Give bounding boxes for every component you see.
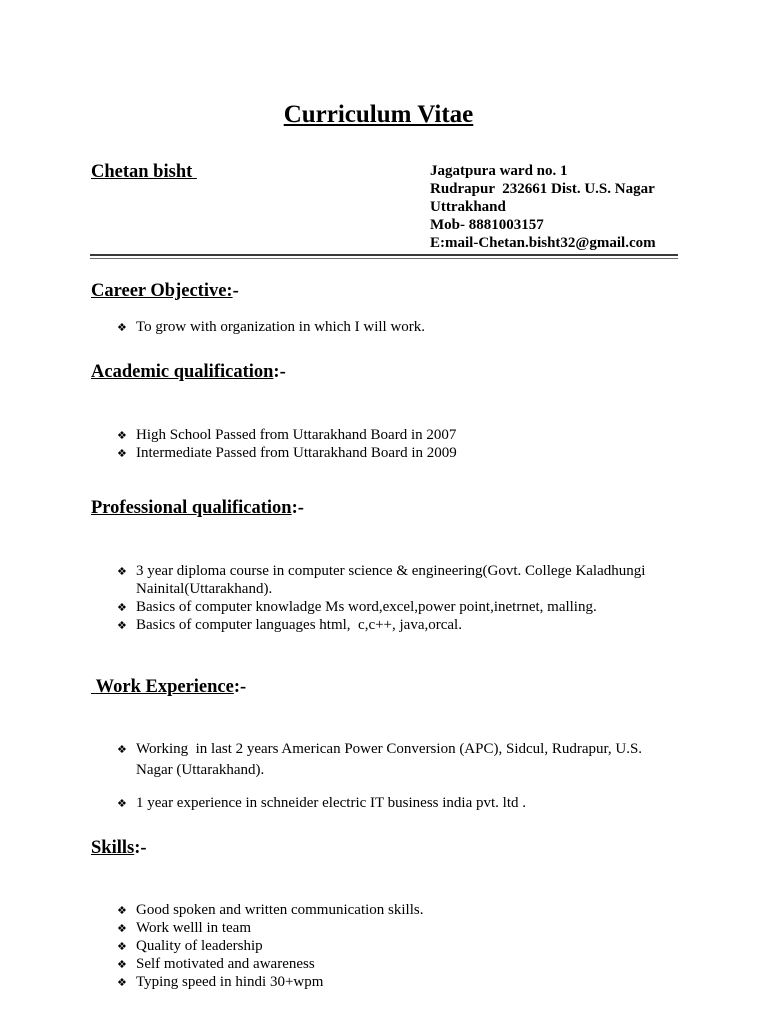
section-heading <box>91 280 239 302</box>
bullet-icon <box>117 956 131 974</box>
header-divider-thick <box>90 254 678 256</box>
header-divider-thin <box>90 258 678 259</box>
bullet-icon <box>117 902 131 920</box>
list-item: Good spoken and written communication skills. <box>136 902 424 918</box>
section-heading-suffix: :- <box>273 362 286 382</box>
candidate-name: Chetan bisht <box>91 162 197 182</box>
section-heading-text: Skills <box>91 838 135 858</box>
section-heading <box>91 361 286 383</box>
list-item: Typing speed in hindi 30+wpm <box>136 974 324 990</box>
email-address: E:mail-Chetan.bisht32@gmail.com <box>430 235 656 251</box>
document-title-text: Curriculum Vitae <box>283 101 474 128</box>
section-heading-suffix: :- <box>291 498 304 518</box>
section-heading-text: Work Experience <box>91 677 234 697</box>
list-item: High School Passed from Uttarakhand Board in 2007 <box>136 427 457 443</box>
section-heading-text: Professional qualification <box>91 498 292 518</box>
section-heading-suffix: - <box>232 281 239 301</box>
bullet-icon <box>117 741 131 759</box>
section-heading <box>91 497 304 519</box>
section-heading-text: Career Objective: <box>91 281 233 301</box>
list-item: 3 year diploma course in computer science & engineering(Govt. College Kaladhungi Nainital(Uttarakhand). <box>136 563 650 597</box>
bullet-icon <box>117 938 131 956</box>
section-heading-suffix: :- <box>134 838 147 858</box>
document-title <box>0 70 732 160</box>
bullet-icon <box>117 920 131 938</box>
list-item: Self motivated and awareness <box>136 956 315 972</box>
bullet-icon <box>117 617 131 635</box>
section-heading <box>91 837 147 859</box>
list-item: Basics of computer knowladge Ms word,excel,power point,inetrnet, malling. <box>136 599 597 615</box>
address-line-2: Rudrapur 232661 Dist. U.S. Nagar <box>430 181 655 197</box>
list-item: 1 year experience in schneider electric IT business india pvt. ltd . <box>136 795 526 811</box>
list-item: Intermediate Passed from Uttarakhand Board in 2009 <box>136 445 457 461</box>
bullet-icon <box>117 974 131 992</box>
bullet-icon <box>117 599 131 617</box>
list-item: Basics of computer languages html, c,c++, java,orcal. <box>136 617 462 633</box>
bullet-icon <box>117 563 131 581</box>
section-heading-text: Academic qualification <box>91 362 274 382</box>
section-heading-suffix: :- <box>233 677 247 697</box>
bullet-icon <box>117 319 131 337</box>
bullet-icon <box>117 445 131 463</box>
section-heading <box>91 676 246 698</box>
mobile-number: Mob- 8881003157 <box>430 217 544 233</box>
bullet-icon <box>117 427 131 445</box>
list-item: Work welll in team <box>136 920 252 936</box>
list-item: Quality of leadership <box>136 938 263 954</box>
bullet-icon <box>117 795 131 813</box>
address-line-3: Uttrakhand <box>430 199 506 215</box>
address-line-1: Jagatpura ward no. 1 <box>430 163 568 179</box>
list-item: Working in last 2 years American Power Conversion (APC), Sidcul, Rudrapur, U.S. Nagar (Uttarakhand). <box>136 741 646 778</box>
list-item: To grow with organization in which I will work. <box>136 319 426 335</box>
